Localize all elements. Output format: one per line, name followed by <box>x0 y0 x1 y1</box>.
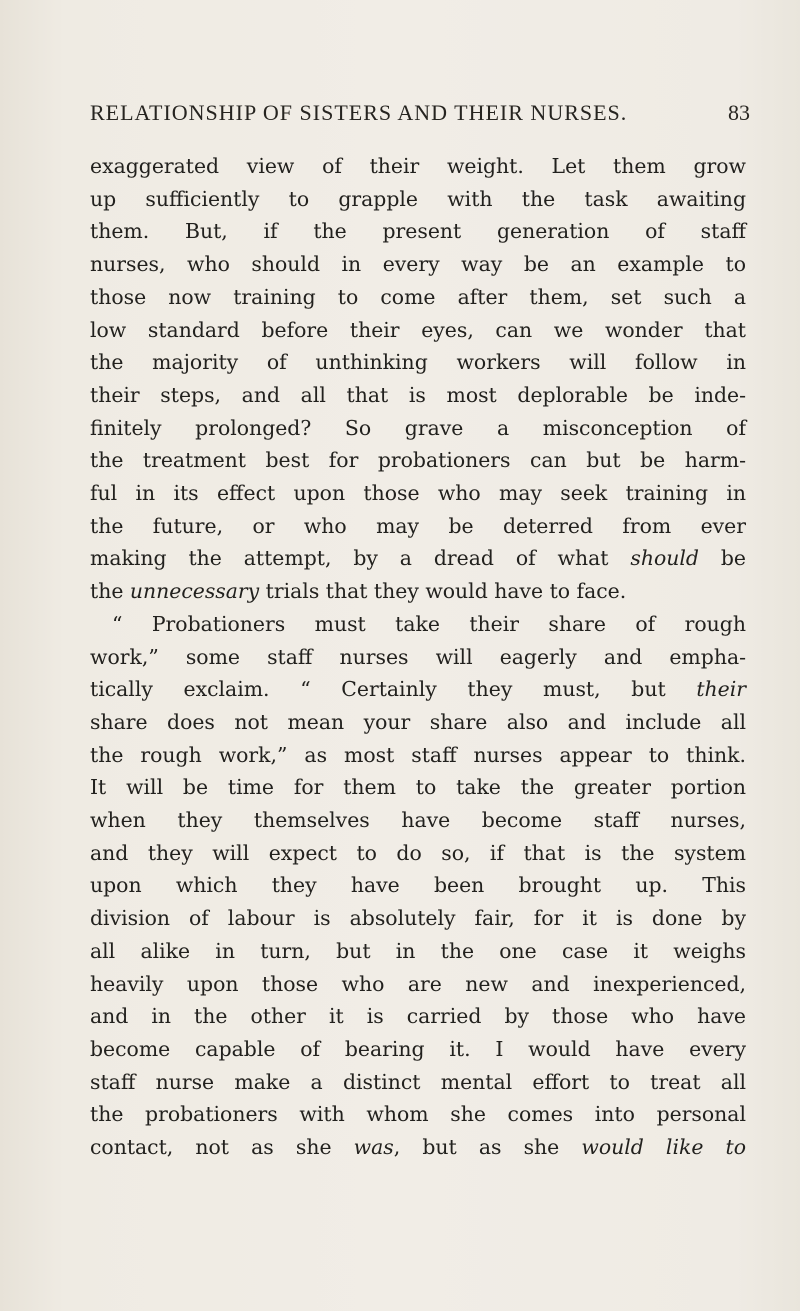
text-line: upon which they have been brought up. This <box>90 873 746 898</box>
text-line: and they will expect to do so, if that is the system <box>90 840 746 865</box>
text-line: division of labour is absolutely fair, for it is done by <box>90 906 746 931</box>
text-line: share does not mean your share also and include all <box>90 709 746 734</box>
text-line: nurses, who should in every way be an example to <box>90 252 746 277</box>
text-line: exaggerated view of their weight. Let them grow <box>90 154 746 178</box>
text-line: It will be time for them to take the greater portion <box>90 775 746 800</box>
italic-emphasis: their <box>696 677 746 702</box>
body-text <box>90 150 746 1164</box>
page-number: 83 <box>728 100 750 125</box>
text-line: low standard before their eyes, can we wonder that <box>90 317 746 342</box>
text-line: up sufficiently to grapple with the task awaiting <box>90 186 746 211</box>
italic-emphasis: should <box>630 546 699 571</box>
text-line: all alike in turn, but in the one case it weighs <box>90 938 746 963</box>
running-head <box>90 100 750 126</box>
italic-emphasis: unnecessary <box>129 579 260 604</box>
text-line: the majority of unthinking workers will follow in <box>90 350 746 375</box>
running-title: RELATIONSHIP OF SISTERS AND THEIR NURSES. <box>90 100 628 125</box>
text-line: heavily upon those who are new and inexperienced, <box>90 971 746 996</box>
text-line: ful in its effect upon those who may seek training in <box>90 481 746 506</box>
text-line: those now training to come after them, set such a <box>90 284 746 309</box>
italic-emphasis: was <box>353 1135 394 1160</box>
text-line: the future, or who may be deterred from ever <box>90 513 746 538</box>
italic-emphasis: would like to <box>581 1135 746 1160</box>
text-line: tically exclaim. “ Certainly they must, but their <box>90 677 746 702</box>
text-line: the treatment best for probationers can but be harm- <box>90 448 746 473</box>
text-line: staff nurse make a distinct mental effort to treat all <box>90 1069 746 1094</box>
text-line: the rough work,” as most staff nurses appear to think. <box>90 742 746 767</box>
text-line: making the attempt, by a dread of what should be <box>90 546 747 571</box>
text-line: contact, not as she was, but as she would like to <box>90 1135 746 1160</box>
text-line: the probationers with whom she comes into personal <box>90 1102 746 1127</box>
text-line: them. But, if the present generation of staff <box>90 219 746 244</box>
text-line: finitely prolonged? So grave a misconception of <box>90 415 746 440</box>
text-line: become capable of bearing it. I would have every <box>90 1036 746 1061</box>
text-line: when they themselves have become staff nurses, <box>90 808 746 833</box>
text-line: “ Probationers must take their share of rough <box>112 611 746 636</box>
text-line: the unnecessary trials that they would have to face. <box>90 579 627 604</box>
text-line: their steps, and all that is most deplorable be inde- <box>90 382 746 407</box>
text-line: work,” some staff nurses will eagerly and empha- <box>90 644 746 669</box>
text-line: and in the other it is carried by those who have <box>90 1004 746 1029</box>
